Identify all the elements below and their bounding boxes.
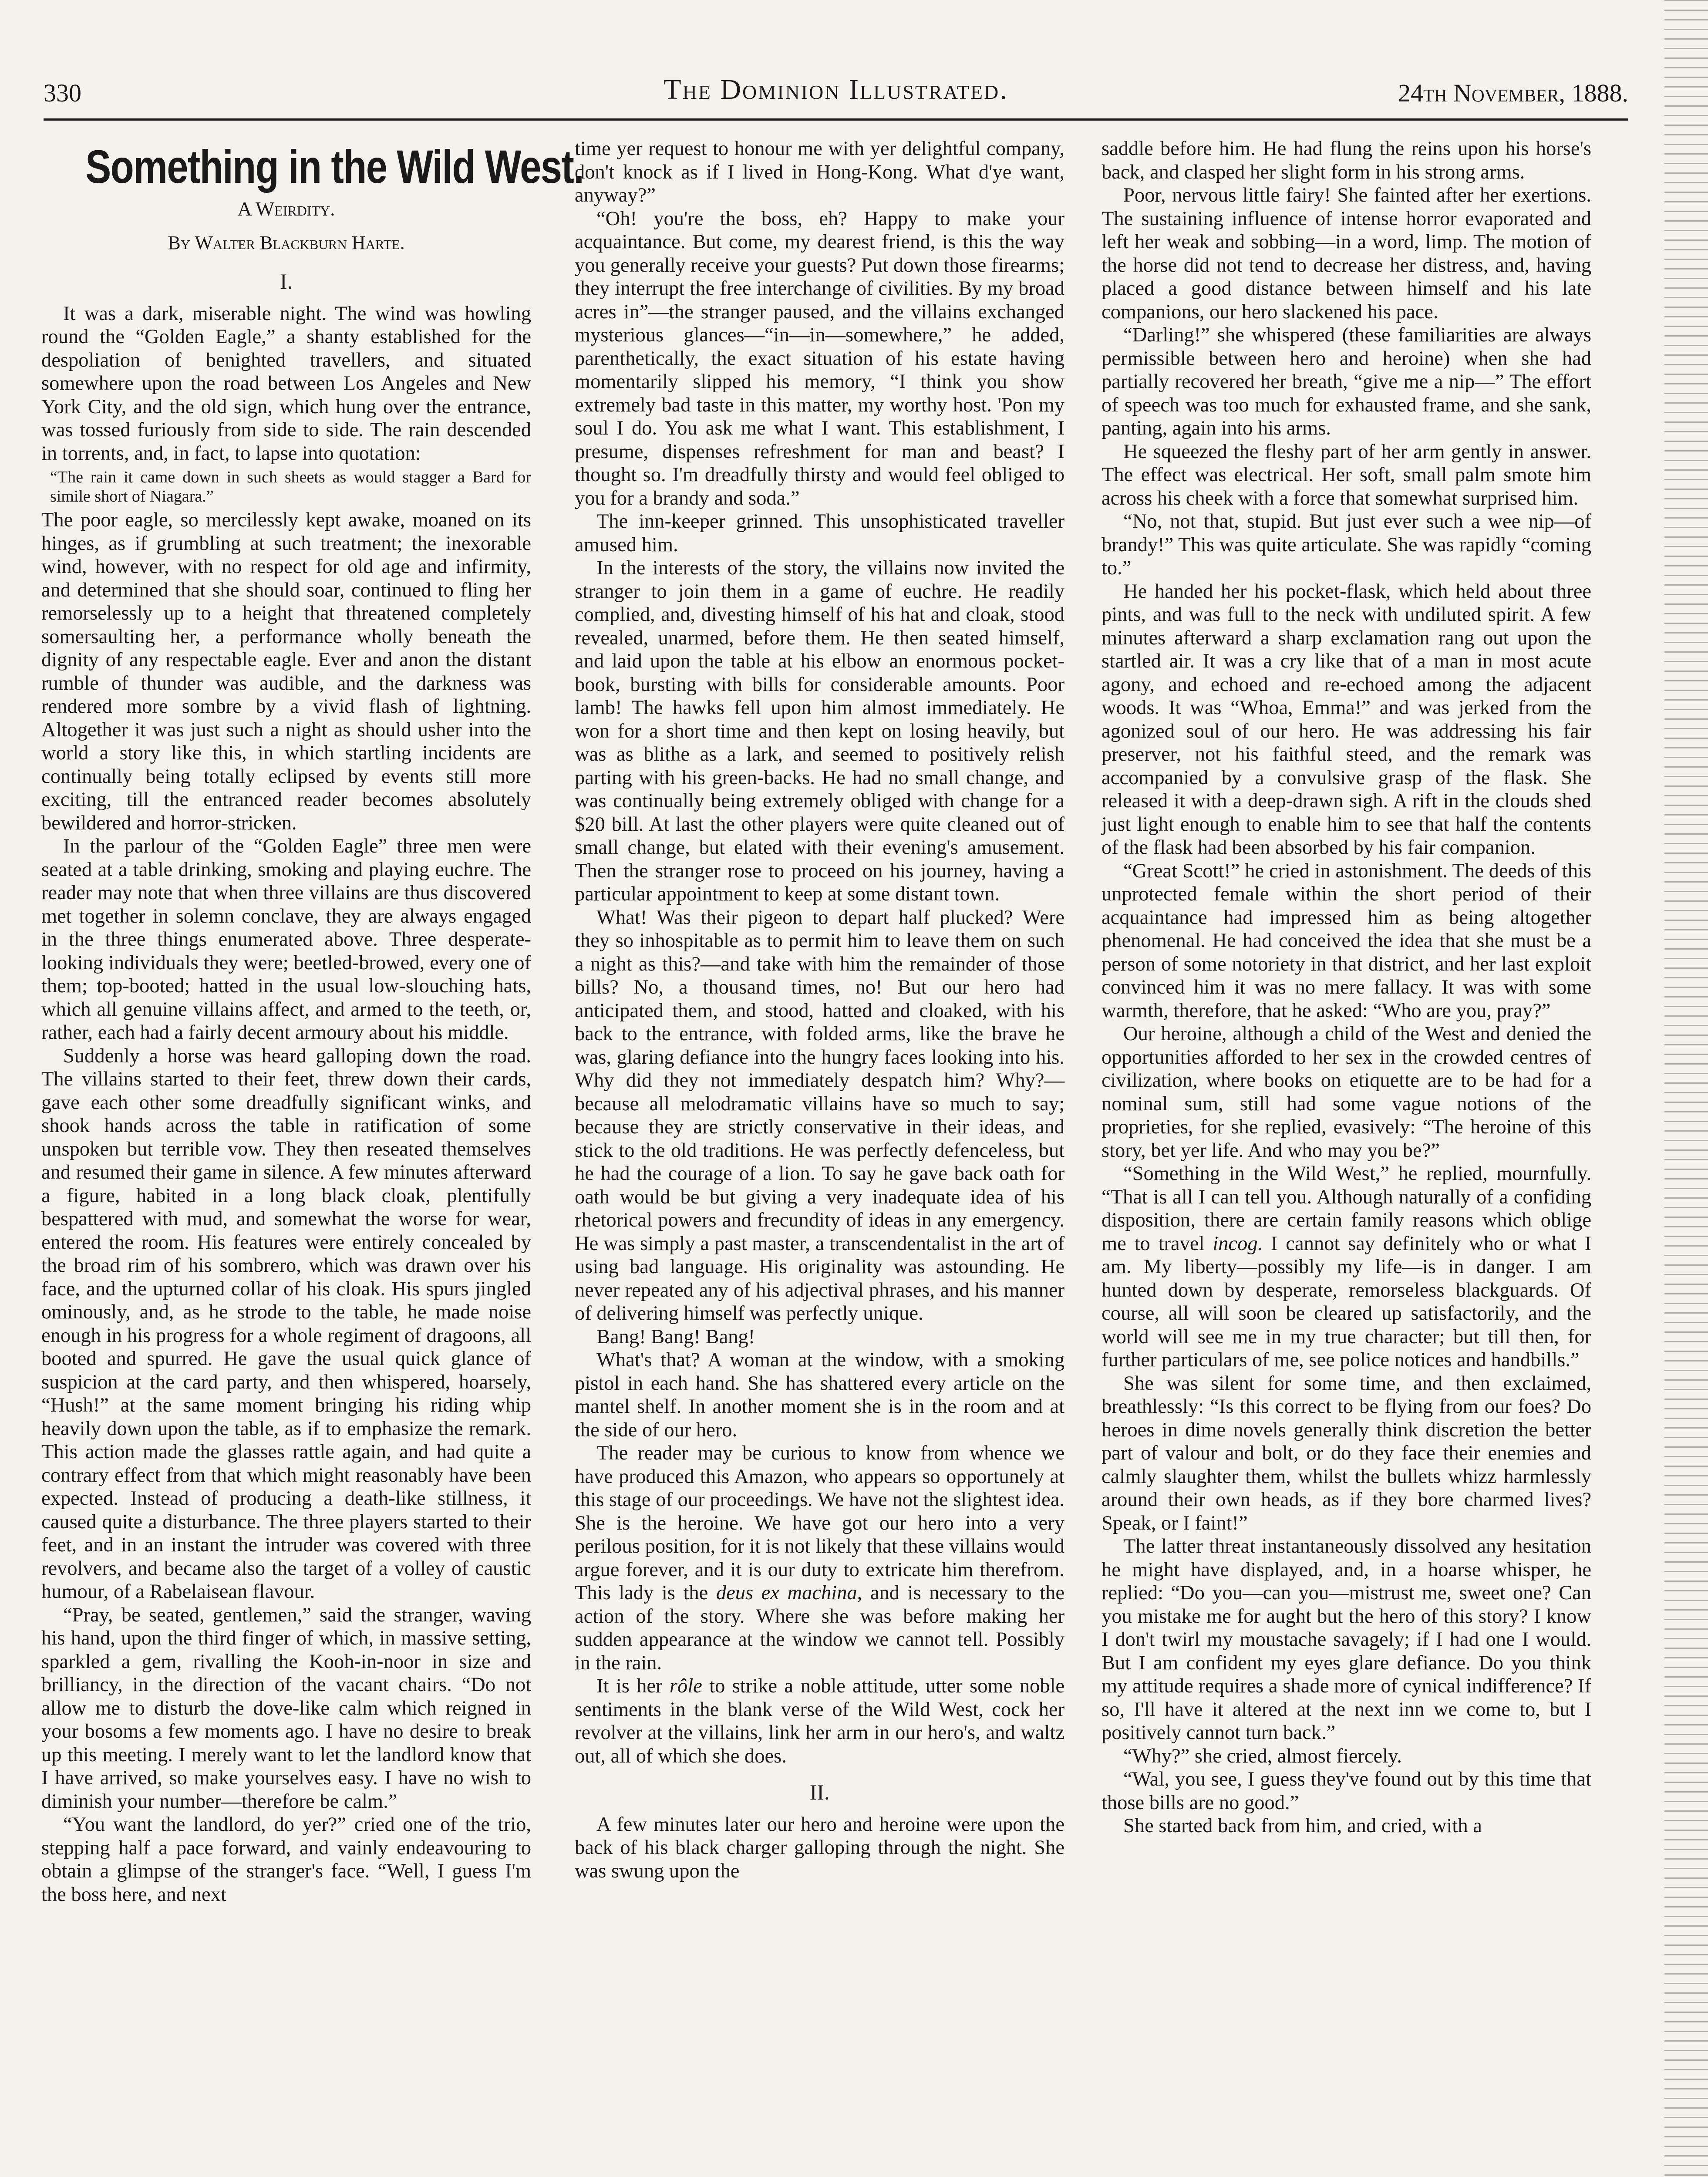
paragraph: He squeezed the fleshy part of her arm gently in answer. The effect was electrical. Her soft, small palm smote him across his cheek with a force that somewhat surprised him.: [1102, 440, 1591, 509]
running-head: [44, 65, 1628, 113]
paragraph: Bang! Bang! Bang!: [596, 1325, 755, 1348]
paragraph: In the parlour of the “Golden Eagle” three men were seated at a table drinking, smoking and playing euchre. The reader may note that when three villains are thus discovered met together in solemn conclave, they are always engaged in the three things enumerated above. Three desperate-looking individuals they were; beetled-browed, every one of them; top-booted; hatted in the usual low-slouching hats, which all genuine villains affect, and armed to the teeth, or, rather, each had a fairly decent armoury about his middle.: [41, 835, 531, 1044]
paragraph-text: to strike a noble attitude, utter some noble sentiments in the blank verse of the Wild West, cock her revolver at the villains, link her arm in our hero's, and waltz out, all of which she does.: [575, 1675, 1065, 1767]
article-subtitle: A Weirdity.: [237, 198, 335, 220]
paragraph: In the interests of the story, the villains now invited the stranger to join them in a game of euchre. He readily complied, and, divesting himself of his hat and cloak, stood revealed, unarmed, before them. He then seated himself, and laid upon the table at his elbow an enormous pocket-book, bursting with bills for considerable amounts. Poor lamb! The hawks fell upon him almost immediately. He won for a short time and then kept on losing heavily, but was as blithe as a lark, and seemed to positively relish parting with his green-backs. He had no small change, and was continually being extremely obliged with change for a $20 bill. At last the other players were quite cleaned out of small change, but elated with their evening's amusement. Then the stranger rose to proceed on his journey, having a particular appointment to keep at some distant town.: [575, 557, 1065, 905]
column-3: [1102, 137, 1591, 2177]
italic-phrase: rôle: [669, 1675, 702, 1697]
paragraph: [1102, 1162, 1591, 1372]
italic-phrase: deus ex machina: [716, 1582, 857, 1604]
paragraph: She was silent for some time, and then exclaimed, breathlessly: “Is this correct to be flying from our foes? Do heroes in dime novels generally think discretion the better part of valour and bolt, or do they face their enemies and calmly slaughter them, whilst the bullets whizz harmlessly around their own heads, as if they bore charmed lives? Speak, or I faint!”: [1102, 1372, 1591, 1534]
header-rule: [44, 118, 1628, 121]
paragraph: “You want the landlord, do yer?” cried one of the trio, stepping half a pace forward, and vainly endeavouring to obtain a glimpse of the stranger's face. “Well, I guess I'm the boss here, and next: [41, 1813, 531, 1906]
paragraph: “Pray, be seated, gentlemen,” said the stranger, waving his hand, upon the third finger of which, in massive setting, sparkled a gem, rivalling the Kooh-in-noor in size and brilliancy, in the direction of the vacant chairs. “Do not allow me to disturb the dove-like calm which reigned in your bosoms a few moments ago. I have no desire to break up this meeting. I merely want to let the landlord know that I have arrived, so make yourselves easy. I have no wish to diminish your number—therefore be calm.”: [41, 1604, 531, 1813]
page-number: 330: [44, 79, 81, 107]
paragraph: saddle before him. He had flung the reins upon his horse's back, and clasped her slight form in his strong arms.: [1102, 138, 1591, 183]
article-byline: By Walter Blackburn Harte.: [168, 232, 405, 253]
paragraph: “Why?” she cried, almost fiercely.: [1123, 1745, 1402, 1767]
paragraph: Our heroine, although a child of the West and denied the opportunities afforded to her sex in the crowded centres of civilization, where books on etiquette are to be had for a nominal sum, still had some vague notions of the proprieties, for she replied, evasively: “The heroine of this story, bet yer life. And who may you be?”: [1102, 1023, 1591, 1162]
paragraph: “No, not that, stupid. But just ever such a wee nip—of brandy!” This was quite articulate. She was rapidly “coming to.”: [1102, 510, 1591, 579]
paragraph: Suddenly a horse was heard galloping down the road. The villains started to their feet, threw down their cards, gave each other some dreadfully significant winks, and shook hands across the table in ratification of some unspoken but terrible vow. They then reseated themselves and resumed their game in silence. A few minutes afterward a figure, habited in a long black cloak, plentifully bespattered with mud, and somewhat the worse for wear, entered the room. His features were entirely concealed by the broad rim of his sombrero, which was drawn over his face, and the upturned collar of his cloak. His spurs jingled ominously, and, as he strode to the table, he made noise enough in his progress for a whole regiment of dragoons, all booted and spurred. He gave the usual quick glance of suspicion at the card party, and then whispered, hoarsely, “Hush!” at the same moment bringing his riding whip heavily down upon the table, as if to emphasize the remark. This action made the glasses rattle again, and had quite a contrary effect from that which might reasonably have been expected. Instead of producing a death-like stillness, it caused quite a disturbance. The three players started to their feet, and in an instant the intruder was covered with three revolvers, and became also the target of a volley of caustic humour, of a Rabelaisean flavour.: [41, 1045, 531, 1603]
paragraph: Poor, nervous little fairy! She fainted after her exertions. The sustaining influence of intense horror evaporated and left her weak and sobbing—in a word, limp. The motion of the horse did not tend to decrease her distress, and, having placed a good distance between himself and his late companions, our hero slackened his pace.: [1102, 184, 1591, 323]
issue-date: 24th November, 1888.: [1398, 79, 1628, 107]
paragraph: The poor eagle, so mercilessly kept awake, moaned on its hinges, as if grumbling at such treatment; the inexorable wind, however, with no respect for old age and infirmity, and determined that she should soar, continued to fling her remorselessly up to a height that threatened completely somersaulting her, a performance wholly beneath the dignity of any respectable eagle. Ever and anon the distant rumble of thunder was audible, and the darkness was rendered more sombre by a vivid flash of lightning. Altogether it was just such a night as should usher into the world a story like this, in which startling incidents are continually being totally eclipsed by events still more exciting, till the entranced reader becomes absolutely bewildered and horror-stricken.: [41, 509, 531, 834]
paragraph: It was a dark, miserable night. The wind was howling round the “Golden Eagle,” a shanty established for the despoliation of benighted travellers, and situated somewhere upon the road between Los Angeles and New York City, and the old sign, which hung over the entrance, was tossed furiously from side to side. The rain descended in torrents, and, in fact, to lapse into quotation:: [41, 302, 531, 465]
italic-phrase: incog.: [1213, 1232, 1263, 1255]
paragraph: What! Was their pigeon to depart half plucked? Were they so inhospitable as to permit him to leave them on such a night as this?—and take with him the remainder of those bills? No, a thousand times, no! But our hero had anticipated them, and stood, hatted and cloaked, with his back to the entrance, with folded arms, like the brave he was, glaring defiance into the hungry faces looking into his. Why did they not immediately despatch him? Why?—because all melodramatic villains have so much to say; because they are strictly conservative in their ideas, and stick to the old traditions. He was perfectly defenceless, but he had the courage of a lion. To say he gave back oath for oath would be but giving a very inadequate idea of his rhetorical powers and frecundity of ideas in any emergency. He was simply a past master, a transcendentalist in the art of using bad language. His originality was astounding. He never repeated any of his adjectival phrases, and his manner of delivering himself was perfectly unique.: [575, 906, 1065, 1324]
paragraph: What's that? A woman at the window, with a smoking pistol in each hand. She has shattered every article on the mantel shelf. In another moment she is in the room and at the side of our hero.: [575, 1349, 1065, 1441]
scan-edge-noise: [1664, 0, 1708, 2177]
article-title: Something in the Wild West.: [85, 140, 584, 193]
section-heading-2: II.: [809, 1780, 830, 1804]
column-1: [41, 137, 584, 2177]
paragraph-text: , and is necessary to the action of the story. Where she was before making her sudden appearance at the window we cannot tell. Possibly in the rain.: [575, 1582, 1065, 1674]
paragraph-text: The reader may be curious to know from whence we have produced this Amazon, who appears so opportunely at this stage of our proceedings. We have not the slightest idea. She is the heroine. We have got our hero into a very perilous position, for it is not likely that these villains would argue forever, and it is our duty to extricate him therefrom. This lady is the: [575, 1442, 1065, 1604]
paragraph: “Oh! you're the boss, eh? Happy to make your acquaintance. But come, my dearest friend, is this the way you generally receive your guests? Put down those firearms; they interrupt the free interchange of civilities. By my broad acres in”—the stranger paused, and the villains exchanged mysterious glances—“in—in—somewhere,” he added, parenthetically, the exact situation of his estate having momentarily slipped his memory, “I think you show extremely bad taste in this matter, my worthy host. 'Pon my soul I do. You ask me what I want. This establishment, I presume, dispenses refreshment for man and beast? I thought so. I'm dreadfully thirsty and would feel obliged to you for a brandy and soda.”: [575, 207, 1065, 509]
paragraph-text: “Something in the Wild West,” he replied, mournfully. “That is all I can tell you. Although naturally of a confiding disposition, there are certain family reasons which oblige me to travel: [1102, 1163, 1591, 1255]
paragraph-text: It is her: [596, 1675, 663, 1697]
paragraph: A few minutes later our hero and heroine were upon the back of his black charger galloping through the night. She was swung upon the: [575, 1813, 1065, 1882]
masthead-title: The Dominion Illustrated.: [664, 74, 1008, 105]
section-heading-1: I.: [280, 269, 293, 293]
block-quote: “The rain it came down in such sheets as would stagger a Bard for simile short of Niagara.”: [50, 468, 531, 505]
paragraph: The latter threat instantaneously dissolved any hesitation he might have displayed, and, in a hoarse whisper, he replied: “Do you—can you—mistrust me, sweet one? Can you mistake me for aught but the hero of this story? I know I don't twirl my moustache savagely; if I had one I would. But I am confident my eyes glare defiance. Do you think my attitude requires a shade more of cynical indifference? If so, I'll have it altered at the next inn we come to, but I positively cannot turn back.”: [1102, 1535, 1591, 1744]
paragraph-text: I cannot say definitely who or what I am. My liberty—possibly my life—is in danger. I am hunted down by desperate, remorseless blackguards. Of course, all will soon be cleared up satisfactorily, and the world will see me in my true character; but till then, for further particulars of me, see police notices and handbills.”: [1102, 1232, 1591, 1371]
paragraph: time yer request to honour me with yer delightful company, don't knock as if I lived in Hong-Kong. What d'ye want, anyway?”: [575, 138, 1065, 206]
paragraph: He handed her his pocket-flask, which held about three pints, and was full to the neck with undiluted spirit. A few minutes afterward a sharp exclamation rang out upon the startled air. It was a cry like that of a man in most acute agony, and echoed and re-echoed among the adjacent woods. It was “Whoa, Emma!” and was jerked from the agonized soul of our hero. He was addressing his fair preserver, not his faithful steed, and the remark was accompanied by a convulsive grasp of the flask. She released it with a deep-drawn sigh. A rift in the clouds shed just light enough to enable him to see that half the contents of the flask had been absorbed by his fair companion.: [1102, 580, 1591, 859]
paragraph: “Great Scott!” he cried in astonishment. The deeds of this unprotected female within the short period of their acquaintance had impressed him as being altogether phenomenal. He had conceived the idea that she must be a person of some notoriety in that district, and her last exploit convinced him it was no mere fallacy. It was with some warmth, therefore, that he asked: “Who are you, pray?”: [1102, 859, 1591, 1022]
column-2: [575, 137, 1065, 2177]
paragraph: “Wal, you see, I guess they've found out by this time that those bills are no good.”: [1102, 1768, 1591, 1814]
paragraph: She started back from him, and cried, with a: [1123, 1815, 1482, 1837]
paragraph: [575, 1442, 1065, 1675]
paragraph: “Darling!” she whispered (these familiarities are always permissible between hero and heroine) when she had partially recovered her breath, “give me a nip—” The effort of speech was too much for exhausted frame, and she sank, panting, again into his arms.: [1102, 324, 1591, 439]
paragraph: The inn-keeper grinned. This unsophisticated traveller amused him.: [575, 510, 1065, 556]
paragraph: [575, 1675, 1065, 1768]
